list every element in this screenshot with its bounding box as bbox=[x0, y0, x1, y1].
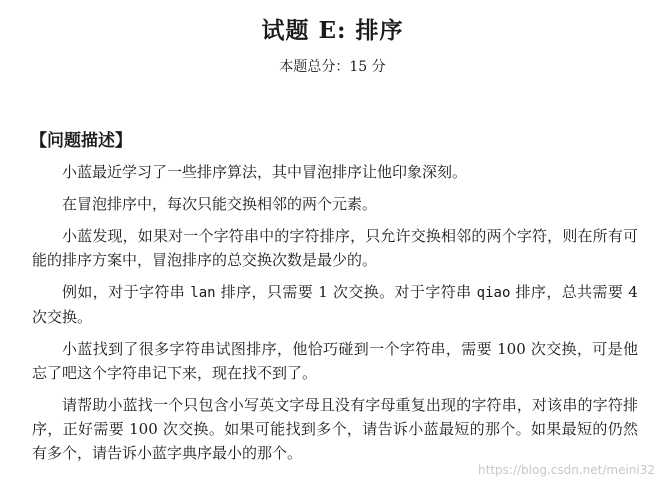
section-heading: 【问题描述】 bbox=[30, 131, 132, 151]
paragraph-1: 小蓝最近学习了一些排序算法，其中冒泡排序让他印象深刻。 bbox=[62, 163, 468, 181]
score-line: 本题总分：15 分 bbox=[279, 59, 386, 75]
code-qiao: qiao bbox=[476, 285, 511, 301]
watermark-url: https://blog.csdn.net/meini32 bbox=[478, 463, 655, 477]
paragraph-6: 请帮助小蓝找一个只包含小写英文字母且没有字母重复出现的字符串，对该串的字符排序，正好需要 100 次交换。如果可能找到多个，请告诉小蓝最短的那个。如果最短的仍然有多个，请告诉小蓝字典序最小的那个。 bbox=[32, 396, 638, 462]
problem-description bbox=[32, 160, 638, 473]
paragraph-3: 小蓝发现，如果对一个字符串中的字符排序，只允许交换相邻的两个字符，则在所有可能的排序方案中，冒泡排序的总交换次数是最少的。 bbox=[32, 227, 638, 269]
paragraph-4 bbox=[32, 280, 638, 329]
paragraph-4-part-b: 排序，只需要 1 次交换。对于字符串 bbox=[215, 283, 477, 301]
paragraph-4-part-a: 例如，对于字符串 bbox=[62, 283, 191, 301]
title-label: E: bbox=[318, 17, 347, 44]
code-lan: lan bbox=[190, 285, 216, 301]
problem-title bbox=[0, 12, 665, 45]
paragraph-4-part-c: 排序，总共需要 4 次交换。 bbox=[32, 283, 638, 326]
title-name: 排序 bbox=[355, 18, 404, 44]
paragraph-2: 在冒泡排序中，每次只能交换相邻的两个元素。 bbox=[62, 195, 378, 213]
title-prefix: 试题 bbox=[261, 18, 310, 44]
paragraph-5: 小蓝找到了很多字符串试图排序，他恰巧碰到一个字符串，需要 100 次交换，可是他忘了吧这个字符串记下来，现在找不到了。 bbox=[32, 340, 638, 382]
